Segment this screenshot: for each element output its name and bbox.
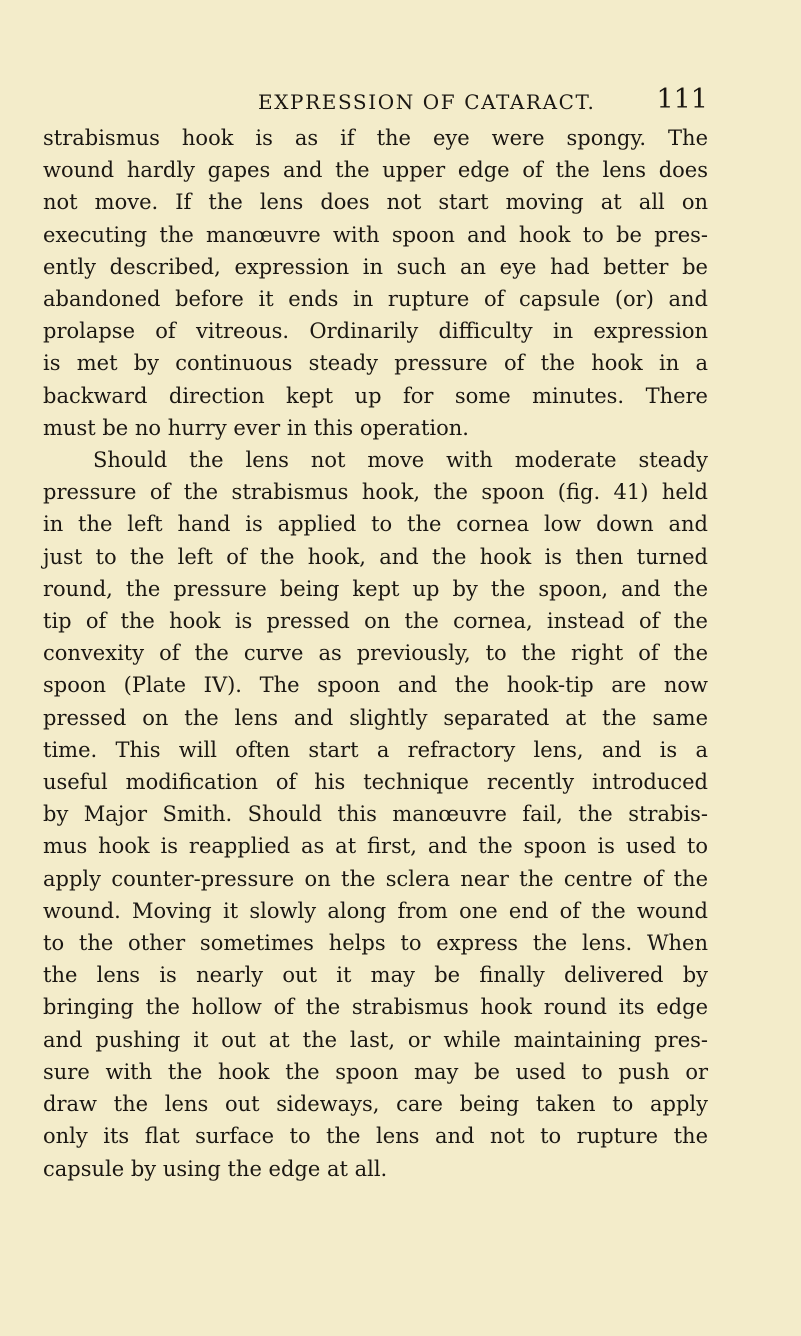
text-line: draw the lens out sideways, care being taken to apply [43, 1092, 708, 1117]
text-line: by Major Smith. Should this manœuvre fail, the strabis- [43, 802, 708, 827]
text-line: just to the left of the hook, and the hook is then turned [43, 544, 708, 569]
text-line: time. This will often start a refractory lens, and is a [43, 737, 708, 762]
running-head [258, 84, 708, 118]
paragraph [43, 122, 708, 444]
text-line: pressure of the strabismus hook, the spoon (fig. 41) held [43, 480, 708, 505]
text-line: to the other sometimes helps to express the lens. When [43, 931, 708, 956]
text-line: capsule by using the edge at all. [43, 1156, 388, 1181]
text-line: Should the lens not move with moderate steady [93, 448, 708, 473]
text-line: strabismus hook is as if the eye were spongy. The [43, 126, 708, 150]
text-line: sure with the hook the spoon may be used to push or [43, 1059, 708, 1084]
running-head-title: EXPRESSION OF CATARACT. [258, 90, 596, 114]
page-number: 111 [656, 84, 708, 115]
text-line: round, the pressure being kept up by the spoon, and the [43, 576, 708, 601]
text-line: abandoned before it ends in rupture of capsule (or) and [43, 287, 708, 312]
text-line: wound. Moving it slowly along from one end of the wound [43, 898, 708, 923]
text-line: wound hardly gapes and the upper edge of the lens does [43, 158, 708, 183]
text-line: backward direction kept up for some minutes. There [43, 383, 708, 408]
text-line: prolapse of vitreous. Ordinarily difficulty in expression [43, 319, 708, 344]
text-line: useful modification of his technique recently introduced [43, 770, 708, 795]
paragraph [43, 444, 708, 1185]
text-line: pressed on the lens and slightly separated at the same [43, 705, 708, 730]
text-line: apply counter-pressure on the sclera near the centre of the [43, 866, 708, 891]
text-line: and pushing it out at the last, or while maintaining pres- [43, 1027, 708, 1052]
body-text [43, 122, 708, 1185]
text-line: must be no hurry ever in this operation. [43, 415, 469, 440]
text-line: is met by continuous steady pressure of the hook in a [43, 351, 708, 376]
text-line: executing the manœuvre with spoon and hook to be pres- [43, 222, 708, 247]
text-line: ently described, expression in such an eye had better be [43, 254, 708, 279]
text-line: not move. If the lens does not start moving at all on [43, 190, 708, 215]
text-line: the lens is nearly out it may be finally delivered by [43, 963, 708, 988]
text-line: bringing the hollow of the strabismus hook round its edge [43, 995, 708, 1020]
text-line: convexity of the curve as previously, to the right of the [43, 641, 708, 666]
text-line: in the left hand is applied to the cornea low down and [43, 512, 708, 537]
text-line: mus hook is reapplied as at first, and the spoon is used to [43, 834, 708, 859]
text-line: spoon (Plate IV). The spoon and the hook-tip are now [43, 673, 708, 698]
text-line: only its flat surface to the lens and not to rupture the [43, 1124, 708, 1149]
text-line: tip of the hook is pressed on the cornea, instead of the [43, 609, 708, 634]
